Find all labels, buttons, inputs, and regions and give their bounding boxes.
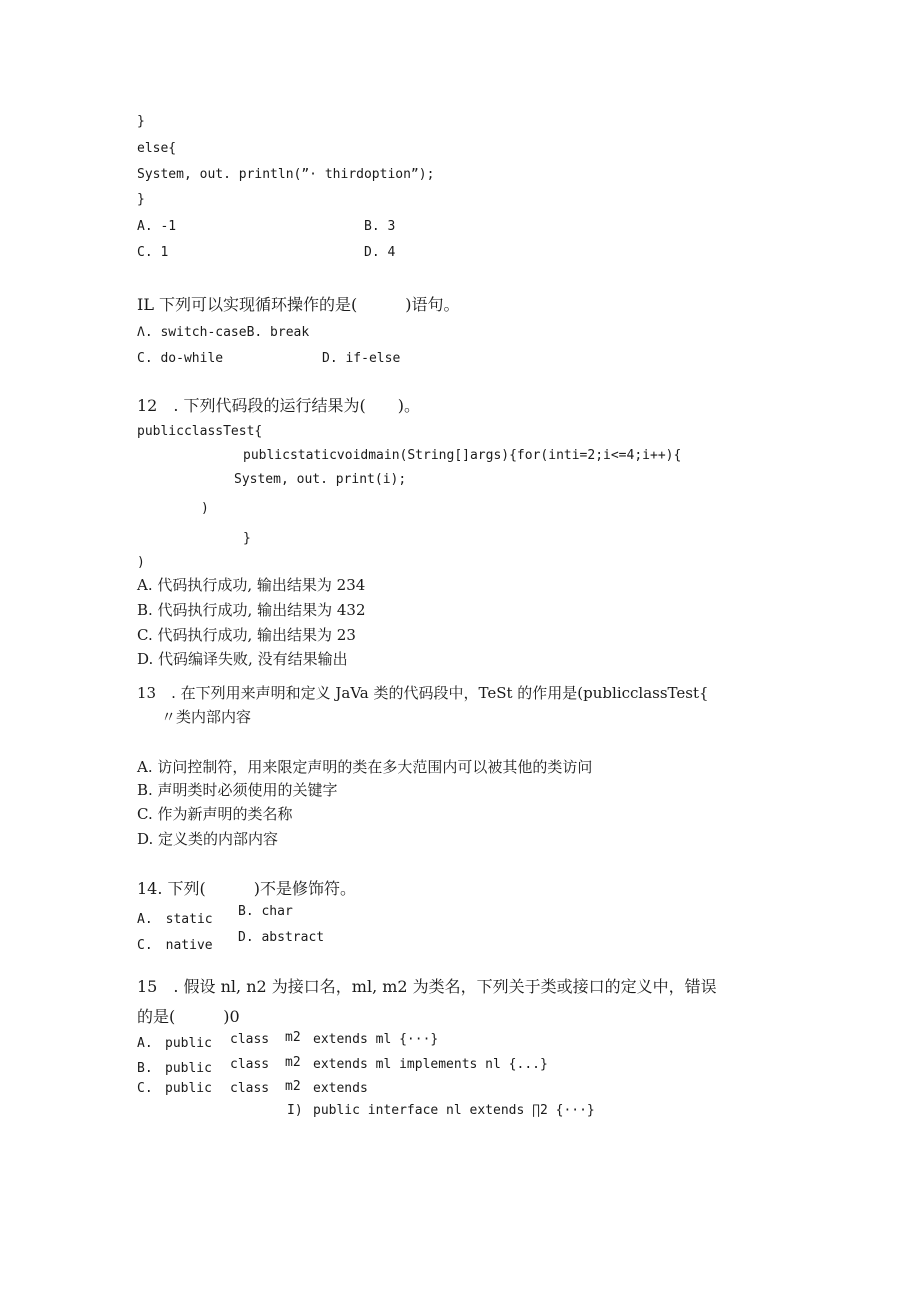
q10-option-a: A. -1 (137, 219, 177, 234)
q12-option-a: A. 代码执行成功, 输出结果为 234 (137, 576, 366, 594)
q13-option-d: D. 定义类的内部内容 (137, 830, 279, 848)
q14-option-b: B. char (238, 904, 293, 919)
q15-option-c-class: class (230, 1081, 270, 1096)
q15-option-d-label: I) (287, 1103, 303, 1118)
q13-stem-comment: 〃类内部内容 (161, 708, 252, 726)
q15-option-a-class: class (230, 1032, 270, 1047)
q11-stem: IL 下列可以实现循环操作的是( )语句。 (137, 295, 460, 314)
q12-code-print: System, out. print(i); (234, 472, 407, 487)
q15-option-d-rest: public interface nl extends ∏2 {···} (313, 1103, 595, 1118)
code-line-brace: } (137, 114, 145, 129)
q10-option-d: D. 4 (364, 245, 396, 260)
q15-option-c-name: m2 (285, 1079, 301, 1094)
q15-option-b-rest: extends ml implements nl {...} (313, 1057, 548, 1072)
q12-option-d: D. 代码编译失败, 没有结果输出 (137, 650, 348, 668)
q15-stem: 15 . 假设 nl, n2 为接口名，ml, m2 为类名，下列关于类或接口的定义中，错误 (137, 977, 717, 996)
code-line-else: else{ (137, 141, 177, 156)
q15-option-a-public: public (165, 1036, 212, 1051)
q12-code-close-loop: ) (201, 501, 209, 516)
code-line-println: System, out. println(”· thirdoption”); (137, 167, 435, 182)
q15-option-c-label: C. (137, 1081, 153, 1096)
q10-option-c: C. 1 (137, 245, 169, 260)
q12-stem: 12 . 下列代码段的运行结果为( )。 (137, 396, 421, 415)
q15-option-b-class: class (230, 1057, 270, 1072)
q13-option-a: A. 访问控制符，用来限定声明的类在多大范围内可以被其他的类访问 (137, 758, 593, 776)
q13-stem: 13 . 在下列用来声明和定义 JaVa 类的代码段中，TeSt 的作用是(publicclassTest{ (137, 684, 709, 702)
q11-option-d: D. if-else (322, 351, 401, 366)
q12-code-main: publicstaticvoidmain(String[]args){for(inti=2;i<=4;i++){ (243, 448, 682, 463)
q15-stem-cont: 的是( )0 (137, 1007, 240, 1026)
q15-option-b-name: m2 (285, 1055, 301, 1070)
q11-option-ab: Λ. switch-caseB. break (137, 325, 310, 340)
q15-option-c-rest: extends (313, 1081, 368, 1096)
q12-code-close-class: ) (137, 555, 145, 570)
q15-option-a-rest: extends ml {···} (313, 1032, 439, 1047)
q14-option-a: A. static (137, 912, 213, 927)
q14-option-c: C. native (137, 938, 213, 949)
q13-option-b: B. 声明类时必须使用的关键字 (137, 781, 338, 799)
q12-option-c: C. 代码执行成功, 输出结果为 23 (137, 626, 356, 644)
q15-option-a-label: A. (137, 1036, 153, 1051)
q14-stem: 14. 下列( )不是修饰符。 (137, 879, 357, 898)
q14-option-d: D. abstract (238, 930, 325, 945)
q12-option-b: B. 代码执行成功, 输出结果为 432 (137, 601, 366, 619)
q11-option-c: C. do-while (137, 351, 224, 366)
q15-option-c-public: public (165, 1081, 212, 1096)
q13-option-c: C. 作为新声明的类名称 (137, 805, 293, 823)
code-line-close: } (137, 192, 145, 207)
q15-option-a-name: m2 (285, 1030, 301, 1045)
q15-option-b-public: public (165, 1061, 212, 1076)
q12-code-class: publicclassTest{ (137, 424, 263, 439)
q12-code-close-main: } (243, 531, 251, 546)
q15-option-b-label: B. (137, 1061, 153, 1076)
q10-option-b: B. 3 (364, 219, 396, 234)
